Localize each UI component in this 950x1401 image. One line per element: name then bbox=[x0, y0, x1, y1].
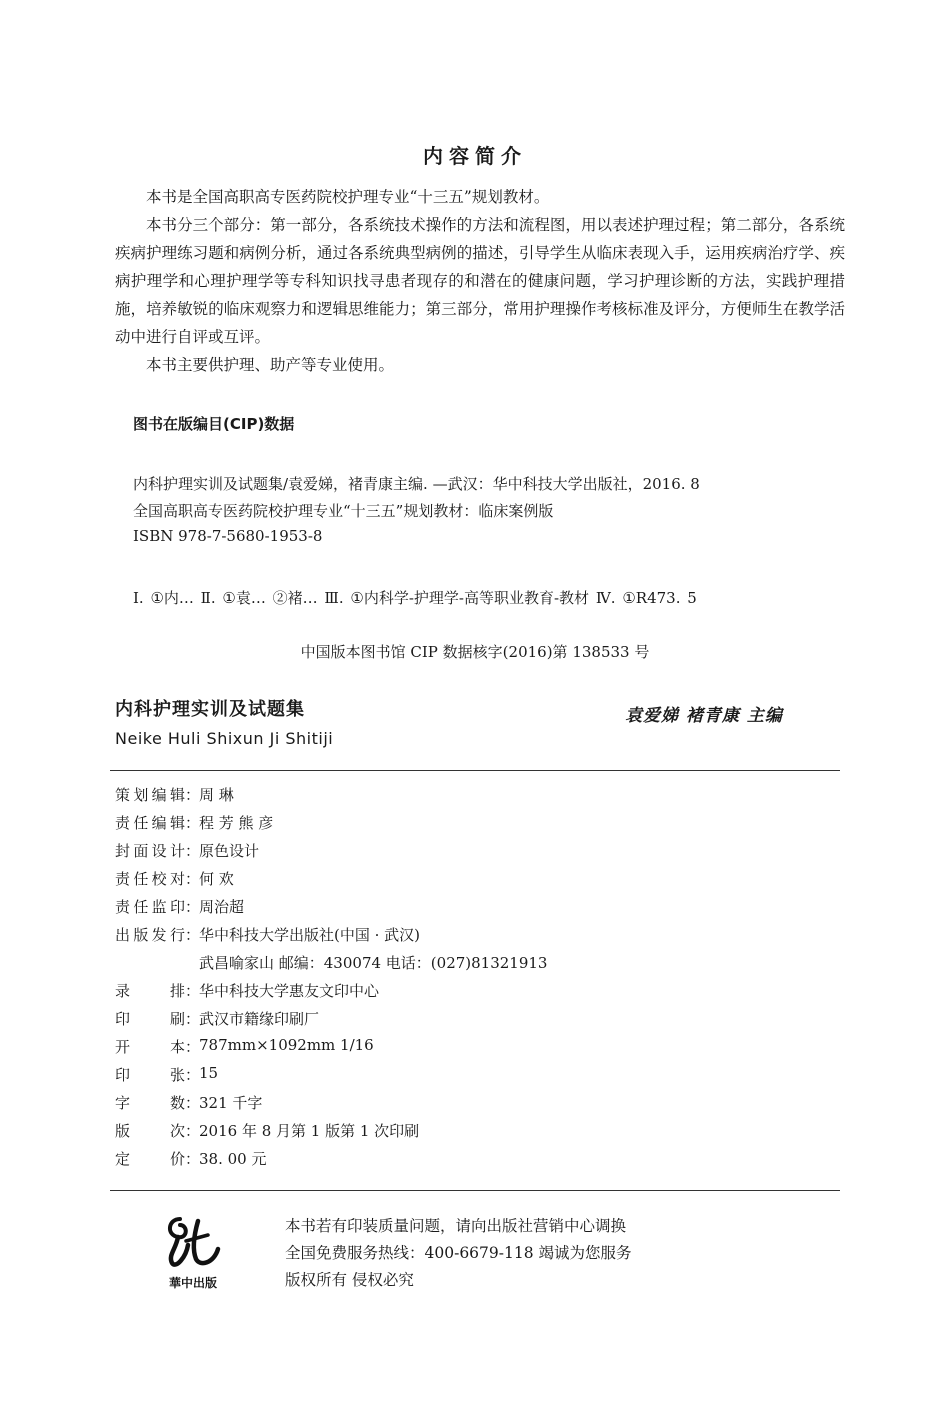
intro-paragraph: 本书分三个部分：第一部分，各系统技术操作的方法和流程图，用以表述护理过程；第二部分，各系统疾病护理练习题和病例分析，通过各系统典型病例的描述，引导学生从临床表现入手，运用疾病治疗学、疾病护理学和心理护理学等专科知识找寻患者现存的和潜在的健康问题，学习护理诊断的方法，实践护理措施，培养敏锐的临床观察力和逻辑思维能力；第三部分，常用护理操作考核标准及评分，方便师生在教学活动中进行自评或互评。 bbox=[115, 216, 845, 346]
colophon-label: 责 任 校 对 bbox=[115, 870, 185, 888]
colophon-value: 武昌喻家山 邮编：430074 电话：(027)81321913 bbox=[199, 954, 548, 972]
colophon-label: 定 价 bbox=[115, 1150, 185, 1168]
cip-heading: 图书在版编目(CIP)数据 bbox=[133, 415, 295, 433]
colophon-value: 2016 年 8 月第 1 版第 1 次印刷 bbox=[199, 1122, 420, 1140]
colophon-colon: ： bbox=[185, 870, 201, 888]
colophon-label: 责 任 监 印 bbox=[115, 898, 185, 916]
colophon-label: 开 本 bbox=[115, 1038, 185, 1056]
colophon-colon: ： bbox=[185, 786, 201, 804]
publisher-logo-name: 華中出版 bbox=[168, 1276, 218, 1290]
colophon-label: 印 张 bbox=[115, 1066, 185, 1084]
intro-paragraph: 本书主要供护理、助产等专业使用。 bbox=[146, 356, 395, 374]
intro-title: 内容简介 bbox=[423, 144, 527, 168]
colophon-label: 录 排 bbox=[115, 982, 185, 1000]
colophon-label: 版 次 bbox=[115, 1122, 185, 1140]
divider bbox=[110, 770, 840, 771]
cip-line: 全国高职高专医药院校护理专业“十三五”规划教材：临床案例版 bbox=[133, 502, 554, 520]
divider bbox=[110, 1190, 840, 1191]
colophon-colon: ： bbox=[185, 1066, 201, 1084]
cip-check-number: 中国版本图书馆 CIP 数据核字(2016)第 138533 号 bbox=[300, 643, 650, 661]
colophon-colon: ： bbox=[185, 982, 201, 1000]
publisher-logo bbox=[158, 1205, 228, 1295]
cip-isbn: ISBN 978-7-5680-1953-8 bbox=[133, 527, 323, 545]
colophon-value: 程 芳 熊 彦 bbox=[199, 814, 274, 832]
colophon-label: 责 任 编 辑 bbox=[115, 814, 185, 832]
cip-line: 内科护理实训及试题集/袁爱娣，褚青康主编. —武汉：华中科技大学出版社，2016. 8 bbox=[133, 475, 700, 493]
book-authors: 袁爱娣 褚青康 主编 bbox=[625, 706, 783, 726]
colophon-value: 华中科技大学惠友文印中心 bbox=[199, 982, 380, 1000]
cip-classification: Ⅰ. ①内… Ⅱ. ①袁… ②褚… Ⅲ. ①内科学-护理学-高等职业教育-教材 Ⅳ. ①R473. 5 bbox=[133, 589, 697, 607]
colophon-label: 封 面 设 计 bbox=[115, 842, 185, 860]
colophon-colon: ： bbox=[185, 926, 201, 944]
book-title-pinyin: Neike Huli Shixun Ji Shitiji bbox=[115, 729, 334, 748]
colophon-value: 何 欢 bbox=[199, 870, 234, 888]
colophon-value: 38. 00 元 bbox=[199, 1150, 267, 1168]
footer-quality-notice: 本书若有印装质量问题，请向出版社营销中心调换 bbox=[285, 1217, 627, 1235]
publisher-logo-icon bbox=[158, 1205, 228, 1295]
colophon-value: 787mm×1092mm 1/16 bbox=[199, 1036, 374, 1054]
colophon-colon: ： bbox=[185, 814, 201, 832]
colophon-value: 原色设计 bbox=[199, 842, 260, 860]
footer-hotline: 全国免费服务热线：400-6679-118 竭诚为您服务 bbox=[285, 1244, 632, 1262]
colophon-value: 武汉市籍缘印刷厂 bbox=[199, 1010, 320, 1028]
colophon-colon: ： bbox=[185, 898, 201, 916]
intro-paragraph: 本书是全国高职高专医药院校护理专业“十三五”规划教材。 bbox=[146, 188, 550, 206]
colophon-colon: ： bbox=[185, 1010, 201, 1028]
colophon-value: 华中科技大学出版社(中国 · 武汉) bbox=[199, 926, 421, 944]
colophon-label: 印 刷 bbox=[115, 1010, 185, 1028]
colophon-colon: ： bbox=[185, 1094, 201, 1112]
colophon-value: 周治超 bbox=[199, 898, 245, 916]
colophon-colon: ： bbox=[185, 842, 201, 860]
colophon-value: 321 千字 bbox=[199, 1094, 263, 1112]
colophon-label: 出 版 发 行 bbox=[115, 926, 185, 944]
colophon-value: 周 琳 bbox=[199, 786, 234, 804]
colophon-colon: ： bbox=[185, 1122, 201, 1140]
book-title: 内科护理实训及试题集 bbox=[115, 699, 305, 720]
colophon-colon: ： bbox=[185, 1038, 201, 1056]
colophon-label: 策 划 编 辑 bbox=[115, 786, 185, 804]
colophon-colon: ： bbox=[185, 1150, 201, 1168]
footer-copyright: 版权所有 侵权必究 bbox=[285, 1271, 414, 1289]
colophon-label: 字 数 bbox=[115, 1094, 185, 1112]
intro-body bbox=[115, 183, 845, 379]
colophon-value: 15 bbox=[199, 1064, 219, 1082]
